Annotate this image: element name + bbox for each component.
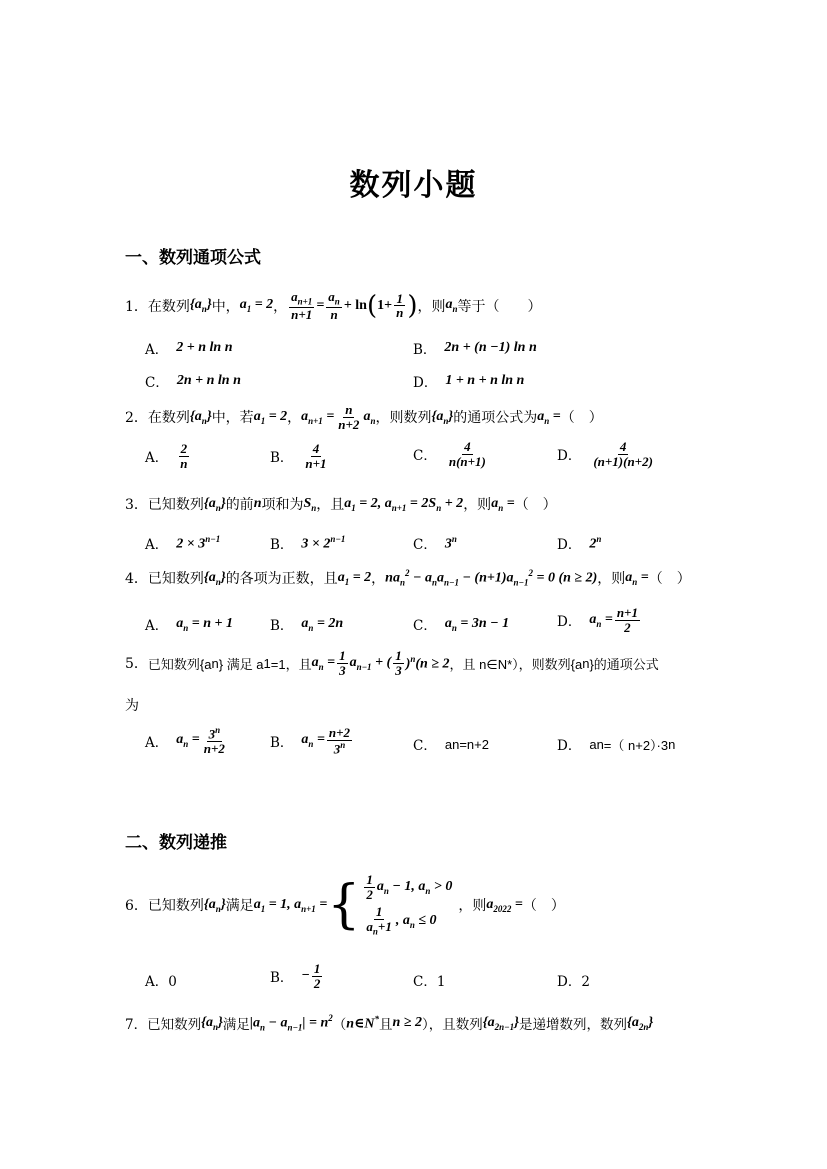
section-heading-1: 一、数列通项公式 [125, 248, 261, 268]
option-5b[interactable]: B． $a_n$ = $\frac{n+2}{3^n}$ [270, 725, 351, 756]
question-3: 3． 已知数列 $\{a_n\}$ 的前 n 项和为 $S_n$ ，且 $a_1 = 2$, $a_{n+1} = 2S_n + 2$ ，则 $a_n$ = （ ） [125, 495, 557, 513]
option-2a[interactable]: A． $\frac{2}{n}$ [145, 441, 188, 471]
math-frac: $\frac{a_{n+1}}{n+1}$ [291, 289, 313, 323]
option-6b[interactable]: B． − $\frac{1}{2}$ [270, 961, 321, 991]
question-2: 2． 在数列 $\{a_n\}$ 中，若 $a_1 = 2$ ， $a_{n+1}$ = $\frac{n}{n+2}$ $a_n$ ，则数列 $\{a_n\}$ 的通项公式为 $a_n$ = （ ） [125, 402, 603, 432]
question-4: 4． 已知数列 $\{a_n\}$ 的各项为正数，且 $a_1 = 2$ ， $na_n^2 - a_na_{n-1} - (n+1)a_{n-1}^2 = 0$ (n ≥ 2) ，则 $a_n$ = （ ） [125, 568, 691, 588]
question-7: 7． 已知数列 $\{a_n\}$ 满足 $|a_n - a_{n-1}| = n^2$ （ n∈N* 且 n ≥ 2 ），且数列 $\{a_{2n-1}\}$ 是递增数列，数列 $\{a_{2n}\}$ [125, 1013, 654, 1033]
option-5c[interactable]: C． a n =n+2 [413, 736, 489, 754]
math-frac: $\frac{1}{n}$ [396, 290, 404, 321]
option-4b[interactable]: B． $a_n = 2n$ [270, 615, 344, 634]
option-3b[interactable]: B． $3 \times 2^{n-1}$ [270, 533, 346, 553]
option-2d[interactable]: D． $\frac{4}{(n+1)(n+2)}$ [557, 439, 653, 469]
page-title: 数列小题 [349, 168, 478, 203]
math-frac: $\frac{a_n}{n}$ [328, 289, 340, 323]
option-4d[interactable]: D． $a_n$ = $\frac{n+1}{2}$ [557, 605, 638, 635]
question-1: 1． 在数列 $\{a_n\}$ 中， $a_1 = 2$ ， $\frac{a_{n+1}}{n+1}$ = $\frac{a_n}{n}$ + ln ( 1+ $\frac{1}{n}$ ) ，则 $a_n$ 等于（ ） [125, 289, 542, 323]
option-3d[interactable]: D． 2$^n$ [557, 533, 602, 553]
option-1a[interactable]: A． 2 + n ln n [145, 340, 233, 358]
option-1b[interactable]: B． 2n + (n −1) ln n [413, 340, 537, 358]
option-6a[interactable]: A．0 [145, 974, 177, 990]
option-3a[interactable]: A． $2 \times 3^{n-1}$ [145, 533, 221, 553]
option-2c[interactable]: C． $\frac{4}{n(n+1)}$ [413, 439, 486, 469]
question-6: 6． 已知数列 $\{a_n\}$ 满足 $a_1 = 1$, $a_{n+1}$ = { $\frac{1}{2}$ $a_n - 1$, $a_n > 0$ $\frac{1}{a_n+1}$ , $a_n \le 0$ ，则 $a_{2022}$ = （ ） [125, 872, 565, 937]
option-6c[interactable]: C．1 [413, 974, 446, 990]
math-seq-an: $\{a_n\}$ [189, 297, 212, 315]
section-heading-2: 二、数列递推 [125, 833, 227, 853]
question-5: 5． 已知数列{a n } 满足 a 1 =1，且 $a_n$ = $\frac{1}{3}$ $a_{n-1}$ + ( $\frac{1}{3}$ )$^n$(n ≥ 2 ，且 n∈N*），则数列{a n }的通项公式 [125, 648, 659, 678]
math-piecewise: { $\frac{1}{2}$ $a_n - 1$, $a_n > 0$ $\frac{1}{a_n+1}$ , $a_n \le 0$ [327, 872, 453, 937]
option-2b[interactable]: B． $\frac{4}{n+1}$ [270, 441, 327, 471]
option-5a[interactable]: A． $a_n$ = $\frac{3^n}{n+2}$ [145, 725, 225, 756]
option-3c[interactable]: C． 3$^n$ [413, 533, 457, 553]
option-1d[interactable]: D． 1 + n + n ln n [413, 373, 525, 391]
option-1c[interactable]: C． 2n + n ln n [145, 373, 241, 391]
option-5d[interactable]: D． a n =（ n+2）·3 n [557, 736, 676, 754]
option-4a[interactable]: A． $a_n = n + 1$ [145, 615, 234, 634]
math-a1: $a_1 = 2$ [239, 297, 274, 315]
option-4c[interactable]: C． $a_n = 3n - 1$ [413, 615, 510, 634]
question-5-cont: 为 [125, 698, 139, 714]
option-6d[interactable]: D．2 [557, 974, 590, 990]
